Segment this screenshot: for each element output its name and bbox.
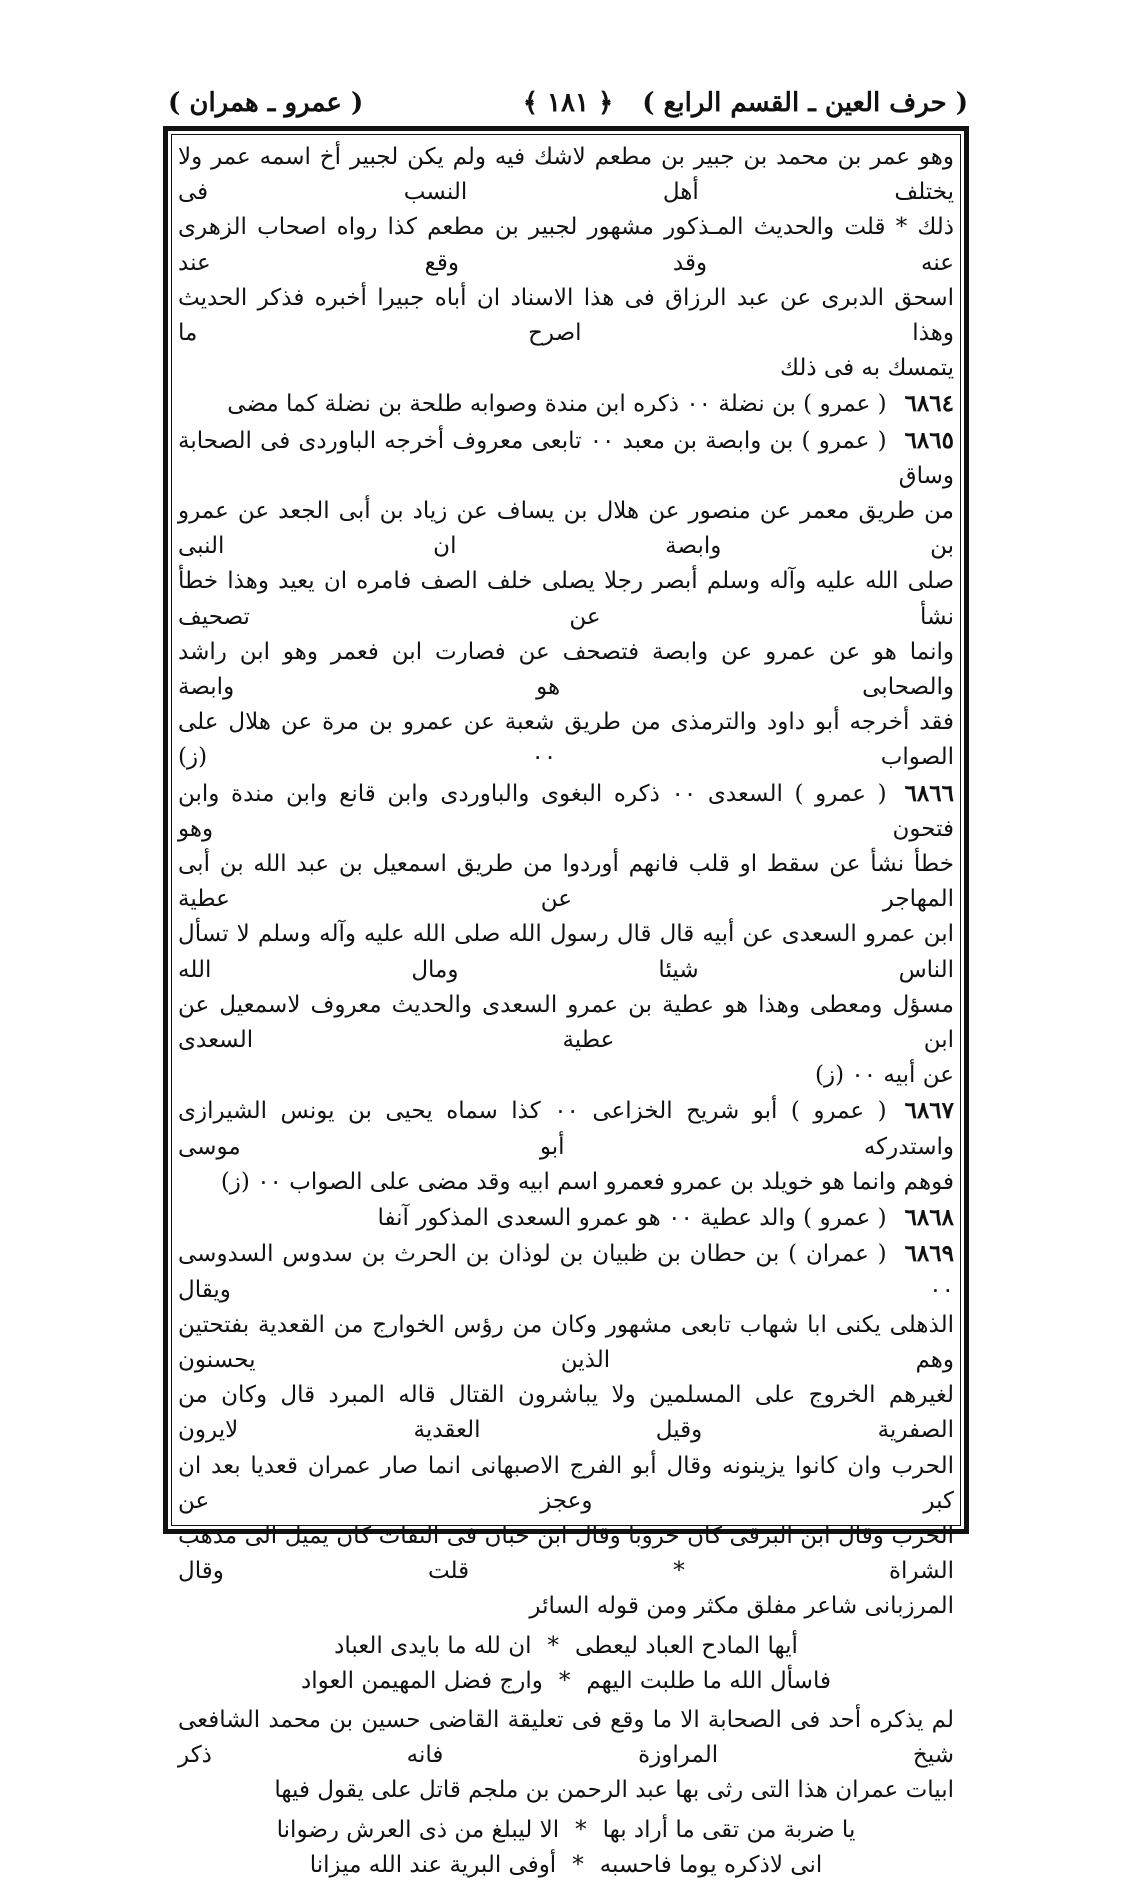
text-line: اسحق الدبرى عن عبد الرزاق فى هذا الاسناد ان أباه جبيرا أخبره فذكر الحديث وهذا اصرح ما	[178, 284, 954, 347]
entry-6865	[178, 423, 954, 494]
verse-hemistich-second: الا ليبلغ من ذى العرش رضوانا	[276, 1816, 560, 1843]
verse-line	[178, 1813, 954, 1848]
header-entry-range: ( عمرو ـ همران )	[168, 88, 364, 118]
verse-separator: *	[547, 1632, 559, 1659]
verse-hemistich-first: يا ضربة من تقى ما أراد بها	[602, 1816, 856, 1843]
entry-6866	[178, 776, 954, 847]
entry-number: ٦٨٦٧	[904, 1097, 955, 1125]
poem-verses-2	[178, 1813, 954, 1883]
verse-hemistich-second: ان لله ما بايدى العباد	[334, 1632, 532, 1659]
text-line: الذهلى يكنى ابا شهاب تابعى مشهور وكان من رؤس الخوارج من القعدية بفتحتين وهم الذين يحسنون	[178, 1311, 954, 1373]
text-line: ابن عمرو السعدى عن أبيه قال قال رسول الله صلى الله عليه وآله وسلم لا تسأل الناس شيئا ومال الله	[178, 921, 954, 983]
text-line: يتمسك به فى ذلك	[779, 355, 954, 382]
verse-separator: *	[575, 1816, 587, 1843]
text-line: وانما هو عن عمرو عن وابصة فتصحف عن فصارت ابن فعمر وهو ابن راشد والصحابى هو وابصة	[178, 638, 954, 701]
entry-number: ٦٨٦٨	[904, 1204, 954, 1232]
verse-separator: *	[572, 1851, 584, 1878]
entry-text: ( عمرو ) أبو شريح الخزاعى ٠٠ كذا سماه يحيى بن يونس الشيرازى واستدركه أبو موسى	[178, 1098, 954, 1160]
page-number: ﴿ ١٨١ ﴾	[522, 88, 614, 118]
text-line: لغيرهم الخروج على المسلمين ولا يباشرون القتال قاله المبرد قال وكان من الصفرية وقيل العقدية لايرون	[178, 1382, 954, 1444]
text-line: ذلك * قلت والحديث المـذكور مشهور لجبير بن مطعم كذا رواه اصحاب الزهرى عنه وقد وقع عند	[178, 214, 954, 276]
verse-hemistich-second: أوفى البرية عند الله ميزانا	[309, 1851, 557, 1878]
text-line: من طريق معمر عن منصور عن هلال بن يساف عن زياد بن أبى الجعد عن عمرو بن وابصة ان النبى	[178, 498, 954, 560]
text-line: وهو عمر بن محمد بن جبير بن مطعم لاشك فيه ولم يكن لجبير أخ اسمه عمر ولا يختلف أهل النسب فى	[178, 144, 954, 206]
entry-6864	[178, 386, 954, 422]
page-body	[178, 140, 954, 1887]
verse-hemistich-first: فاسأل الله ما طلبت اليهم	[586, 1667, 831, 1694]
verse-line	[178, 1629, 954, 1664]
verse-hemistich-first: أيها المادح العباد ليعطى	[574, 1632, 798, 1659]
entry-6867	[178, 1093, 954, 1164]
entry-text: ( عمرو ) والد عطية ٠٠ هو عمرو السعدى المذكور آنفا	[377, 1205, 887, 1232]
text-line: الحرب وقال ابن البرقى كان حروبا وقال ابن حبان فى الثقات كان يميل الى مذهب الشراة * قلت وقال	[178, 1522, 954, 1585]
text-line: فوهم وانما هو خويلد بن عمرو فعمرو اسم ابيه وقد مضى على الصواب ٠٠ (ز)	[220, 1168, 954, 1195]
entry-text: ( عمرو ) السعدى ٠٠ ذكره البغوى والباوردى وابن قانع وابن مندة وابن فتحون وهو	[178, 780, 954, 842]
verse-separator: *	[558, 1667, 571, 1694]
page-header	[168, 88, 968, 128]
text-line: المرزبانى شاعر مفلق مكثر ومن قوله السائر	[529, 1593, 954, 1620]
text-line: عن أبيه ٠٠ (ز)	[814, 1062, 954, 1089]
entry-number: ٦٨٦٥	[904, 426, 954, 454]
verse-line	[178, 1848, 954, 1883]
text-line: صلى الله عليه وآله وسلم أبصر رجلا يصلى خلف الصف فامره ان يعيد وهذا خطأ نشأ عن تصحيف	[178, 568, 954, 630]
entry-number: ٦٨٦٦	[904, 779, 954, 807]
entry-number: ٦٨٦٩	[904, 1240, 954, 1268]
text-line: مسؤل ومعطى وهذا هو عطية بن عمرو السعدى والحديث معروف لاسمعيل عن ابن عطية السعدى	[178, 991, 954, 1054]
text-line: فقد أخرجه أبو داود والترمذى من طريق شعبة عن عمرو بن مرة عن هلال على الصواب ٠٠ (ز)	[178, 709, 954, 771]
entry-number: ٦٨٦٤	[904, 390, 954, 418]
text-line: ابيات عمران هذا التى رثى بها عبد الرحمن بن ملجم قاتل على يقول فيها	[274, 1777, 954, 1804]
verse-hemistich-second: وارج فضل المهيمن العواد	[301, 1667, 543, 1694]
verse-line	[178, 1664, 954, 1699]
text-line: الحرب وان كانوا يزينونه وقال أبو الفرج الاصبهانى انما صار عمران قعديا بعد ان كبر وعجز عن	[178, 1452, 954, 1514]
poem-verses-1	[178, 1629, 954, 1699]
entry-text: ( عمرو ) بن نضلة ٠٠ ذكره ابن مندة وصوابه طلحة بن نضلة كما مضى	[227, 391, 887, 418]
entry-text: ( عمران ) بن حطان بن ظبيان بن لوذان بن الحرث بن سدوس السدوسى ٠٠ ويقال	[178, 1241, 954, 1303]
text-line: لم يذكره أحد فى الصحابة الا ما وقع فى تعليقة القاضى حسين بن محمد الشافعى شيخ المراوزة فانه ذكر	[178, 1706, 954, 1769]
entry-text: ( عمرو ) بن وابصة بن معبد ٠٠ تابعى معروف أخرجه الباوردى فى الصحابة وساق	[178, 427, 954, 489]
entry-6868	[178, 1200, 954, 1236]
text-line: خطأ نشأ عن سقط او قلب فانهم أوردوا من طريق اسمعيل بن عبد الله بن أبى المهاجر عن عطية	[178, 851, 954, 913]
entry-6869	[178, 1236, 954, 1307]
header-section-title: ( حرف العين ـ القسم الرابع )	[642, 88, 968, 118]
verse-hemistich-first: انى لاذكره يوما فاحسبه	[599, 1851, 823, 1878]
